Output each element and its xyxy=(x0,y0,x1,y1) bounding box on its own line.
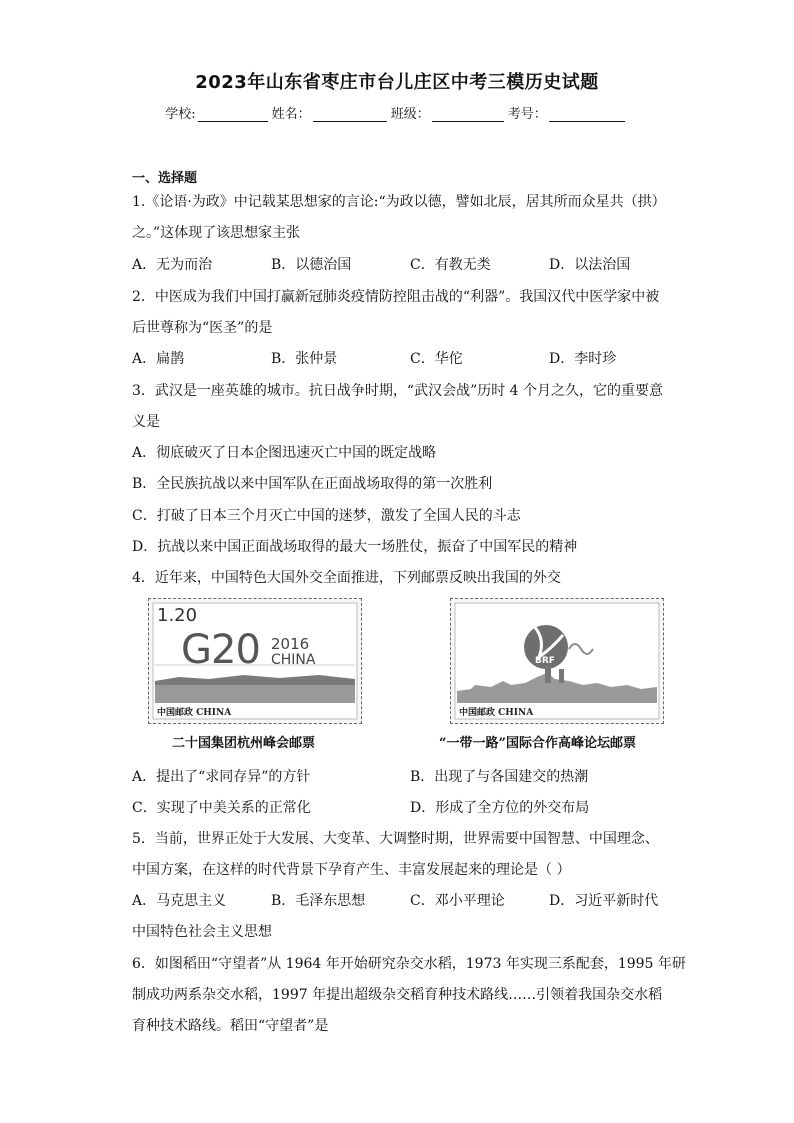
name-field[interactable] xyxy=(313,107,387,122)
option-b[interactable]: B．张仲景 xyxy=(271,351,338,367)
question-6-line-1: 6．如图稻田“守望者”从 1964 年开始研究杂交水稻，1973 年实现三系配套，1995 年研 xyxy=(132,956,686,972)
option-d[interactable]: D．抗战以来中国正面战场取得的最大一场胜仗，振奋了中国军民的精神 xyxy=(132,539,578,555)
name-label: 姓名： xyxy=(271,107,311,122)
school-label: 学校: xyxy=(165,107,196,122)
g20-logo: G20 xyxy=(181,627,260,673)
option-c[interactable]: C．有教无类 xyxy=(410,257,491,273)
option-a[interactable]: A．马克思主义 xyxy=(132,893,227,909)
option-d-continuation: 中国特色社会主义思想 xyxy=(132,924,272,940)
option-d[interactable]: D．形成了全方位的外交布局 xyxy=(410,800,590,816)
question-6-line-2: 制成功两系杂交水稻，1997 年提出超级杂交稻育种技术路线……引领着我国杂交水稻 xyxy=(132,987,663,1003)
question-2-line-1: 2．中医成为我们中国打赢新冠肺炎疫情防控阻击战的“利器”。我国汉代中医学家中被 xyxy=(132,289,660,305)
question-1-line-2: 之。”这体现了该思想家主张 xyxy=(132,225,301,241)
school-field[interactable] xyxy=(198,107,268,122)
postal-mark: 中国邮政 CHINA xyxy=(459,708,534,718)
student-info-row xyxy=(0,103,794,122)
option-b[interactable]: B．全民族抗战以来中国军队在正面战场取得的第一次胜利 xyxy=(132,476,493,492)
question-4-line-1: 4．近年来，中国特色大国外交全面推进，下列邮票反映出我国的外交 xyxy=(132,570,561,586)
option-d[interactable]: D．习近平新时代 xyxy=(549,893,659,909)
option-a[interactable]: A．提出了“求同存异”的方针 xyxy=(132,769,311,785)
section-title: 一、选择题 xyxy=(132,171,198,186)
brf-logo: BRF xyxy=(535,656,555,666)
question-2-line-2: 后世尊称为“医圣”的是 xyxy=(132,320,273,336)
stamp-year: 2016 xyxy=(271,635,310,653)
question-1-line-1: 1.《论语·为政》中记载某思想家的言论:“为政以德，譬如北辰，居其所而众星共（拱） xyxy=(132,194,666,210)
exam-number-label: 考号： xyxy=(507,107,547,122)
option-c[interactable]: C．实现了中美关系的正常化 xyxy=(132,800,311,816)
exam-number-field[interactable] xyxy=(549,107,625,122)
postal-mark: 中国邮政 CHINA xyxy=(157,708,232,718)
stamp-denomination: 1.20 xyxy=(157,605,198,626)
brf-stamp-caption: “一带一路”国际合作高峰论坛邮票 xyxy=(439,736,636,751)
stamp-country: CHINA xyxy=(271,652,316,668)
option-c[interactable]: C．打破了日本三个月灭亡中国的迷梦，激发了全国人民的斗志 xyxy=(132,508,521,524)
question-5-line-1: 5．当前，世界正处于大发展、大变革、大调整时期，世界需要中国智慧、中国理念、 xyxy=(132,831,659,847)
page-title: 2023年山东省枣庄市台儿庄区中考三模历史试题 xyxy=(195,72,599,93)
question-3-line-2: 义是 xyxy=(132,414,160,430)
option-b[interactable]: B．出现了与各国建交的热潮 xyxy=(410,769,589,785)
option-b[interactable]: B．以德治国 xyxy=(271,257,352,273)
option-a[interactable]: A．无为而治 xyxy=(132,257,213,273)
class-label: 班级： xyxy=(390,107,430,122)
question-6-line-3: 育种技术路线。稻田“守望者”是 xyxy=(132,1018,329,1034)
brf-stamp-image xyxy=(450,598,664,724)
g20-stamp-image xyxy=(148,598,362,724)
option-a[interactable]: A．彻底破灭了日本企图迅速灭亡中国的既定战略 xyxy=(132,445,437,461)
option-c[interactable]: C．华佗 xyxy=(410,351,463,367)
g20-stamp-caption: 二十国集团杭州峰会邮票 xyxy=(172,736,316,751)
class-field[interactable] xyxy=(432,107,504,122)
option-b[interactable]: B．毛泽东思想 xyxy=(271,893,366,909)
option-d[interactable]: D．以法治国 xyxy=(549,257,631,273)
question-3-line-1: 3．武汉是一座英雄的城市。抗日战争时期，“武汉会战”历时 4 个月之久，它的重要意 xyxy=(132,383,664,399)
option-c[interactable]: C．邓小平理论 xyxy=(410,893,505,909)
option-d[interactable]: D．李时珍 xyxy=(549,351,617,367)
option-a[interactable]: A．扁鹊 xyxy=(132,351,185,367)
question-5-line-2: 中国方案，在这样的时代背景下孕育产生、丰富发展起来的理论是（ ） xyxy=(132,862,571,878)
